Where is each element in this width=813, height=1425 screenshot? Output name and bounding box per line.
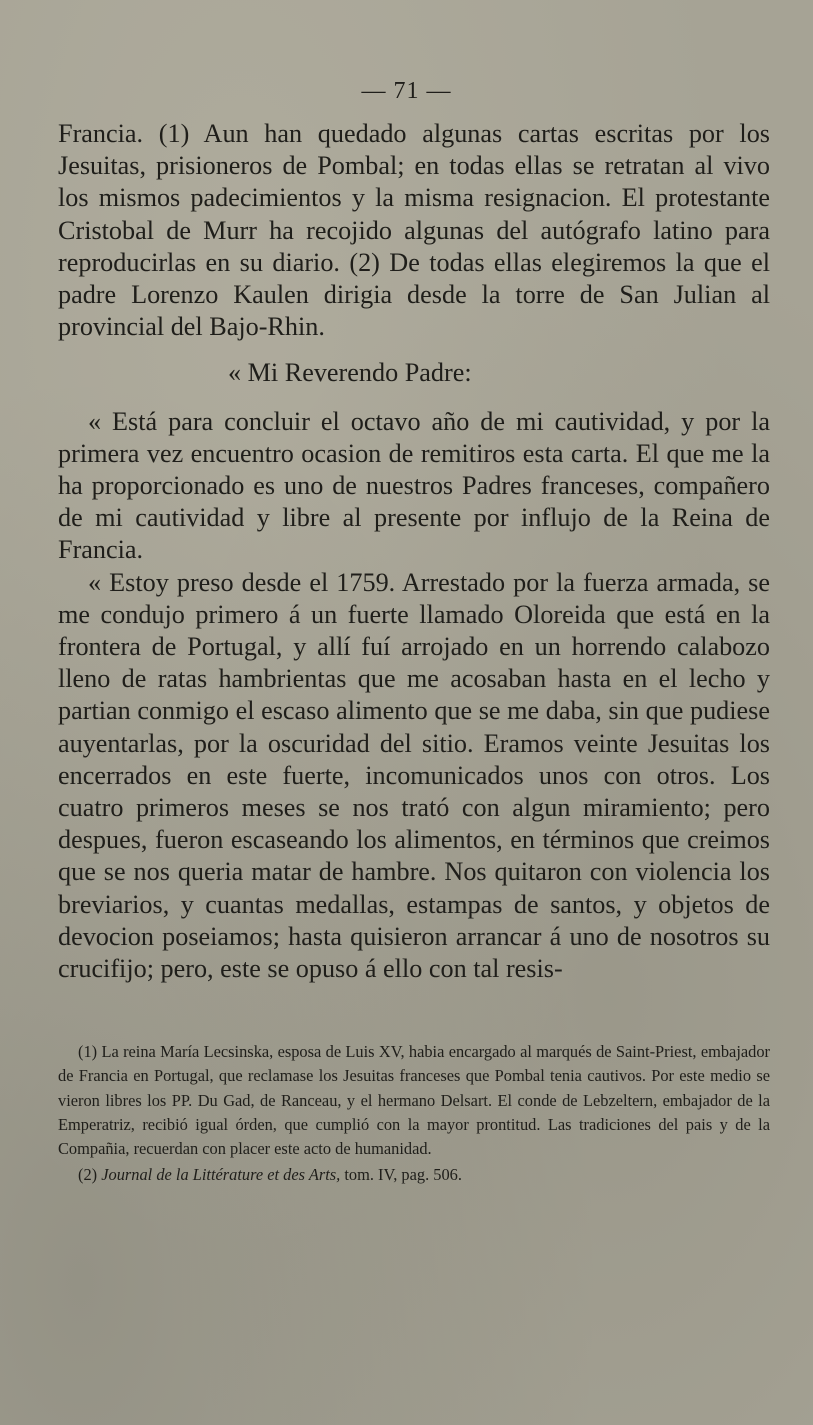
footnote-2-journal-title: Journal de la Littérature et des Arts, (101, 1165, 341, 1185)
footnotes (58, 1040, 770, 1188)
letter-salutation: « Mi Reverendo Padre: (228, 358, 472, 388)
paragraph-letter-2: « Estoy preso desde el 1759. Arrestado por la fuerza armada, se me condujo primero á un fuerte llamado Oloreida que está en la frontera de Portugal, y allí fuí arrojado en un horrendo calabozo lleno de ratas hambrientas que me acosaban hasta en el lecho y partian conmigo el escaso alimento que se me daba, sin que pudiese auyentarlas, por la oscuridad del sitio. Eramos veinte Jesuitas los encerrados en este fuerte, incomunicados unos con otros. Los cuatro primeros meses se nos trató con algun miramiento; pero despues, fueron escaseando los alimentos, en términos que creimos que se nos queria matar de hambre. Nos quitaron con violencia los breviarios, y cuantas medallas, estampas de santos, y objetos de devocion poseiamos; hasta quisieron arrancar á uno de nosotros su crucifijo; pero, este se opuso á ello con tal resis- (58, 567, 770, 984)
paragraph-letter-1: « Está para concluir el octavo año de mi cautividad, y por la primera vez encuentro ocasion de remitiros esta carta. El que me la ha proporcionado es uno de nuestros Padres franceses, compañero de mi cautividad y libre al presente por influjo de la Reina de Francia. (58, 406, 770, 565)
footnote-2-number: (2) (78, 1165, 98, 1185)
footnote-2 (58, 1163, 770, 1187)
footnote-1: (1) La reina María Lecsinska, esposa de Luis XV, habia encargado al marqués de Saint-Priest, embajador de Francia en Portugal, que reclamase los Jesuitas franceses que Pombal tenia cautivos. Por este medio se vieron libres los PP. Du Gad, de Ranceau, y el hermano Delsart. El conde de Lebzeltern, embajador de la Emperatriz, recibió igual órden, que cumplió con la mayor prontitud. Las tradiciones del pais y de la Compañia, recuerdan con placer este acto de humanidad. (58, 1042, 770, 1159)
footnote-2-reference: tom. IV, pag. 506. (340, 1165, 462, 1185)
main-text (58, 118, 770, 985)
page-number: — 71 — (361, 78, 452, 104)
paragraph-intro: Francia. (1) Aun han quedado algunas cartas escritas por los Jesuitas, prisioneros de Pombal; en todas ellas se retratan al vivo los mismos padecimientos y la misma resignacion. El protestante Cristobal de Murr ha recojido algunas del autógrafo latino para reproducirlas en su diario. (2) De todas ellas elegiremos la que el padre Lorenzo Kaulen dirigia desde la torre de San Julian al provincial del Bajo-Rhin. (58, 119, 770, 342)
